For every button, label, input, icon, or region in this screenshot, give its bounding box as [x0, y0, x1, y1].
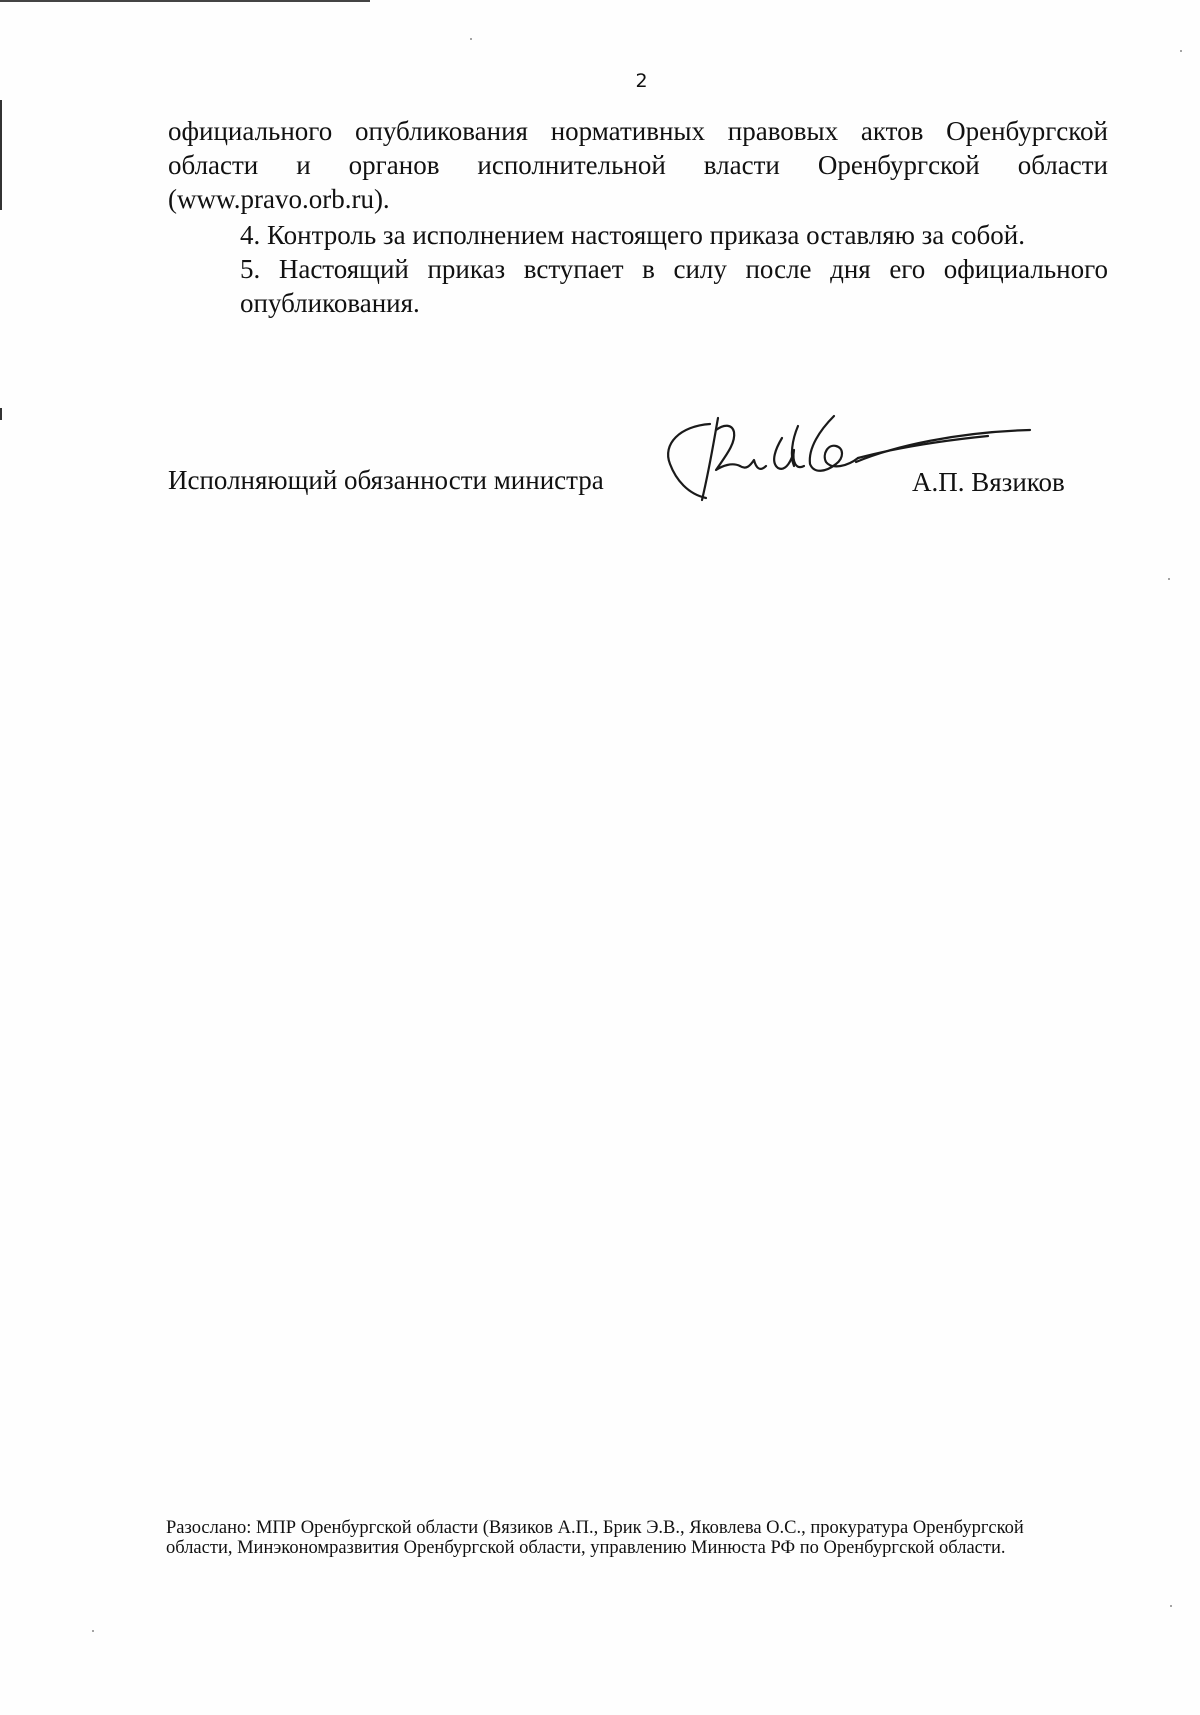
paragraph-item-4: 4. Контроль за исполнением настоящего приказа оставляю за собой. — [240, 220, 1025, 250]
signatory-position: Исполняющий обязанности министра — [168, 465, 604, 495]
scan-speck — [1170, 1605, 1172, 1607]
scan-margin-mark — [0, 100, 2, 210]
distribution-list — [166, 1518, 1116, 1558]
scan-speck — [1180, 50, 1182, 52]
scan-speck — [470, 38, 472, 40]
paragraph-publication — [168, 114, 1108, 216]
scan-margin-mark — [0, 408, 2, 420]
distribution-line: Разослано: МПР Оренбургской области (Вязиков А.П., Брик Э.В., Яковлева О.С., прокуратура Оренбургской — [166, 1518, 1024, 1538]
text-line: (www.pravo.orb.ru). — [168, 184, 390, 214]
scan-speck — [1168, 578, 1170, 580]
scan-edge-line — [0, 0, 370, 2]
text-line: области и органов исполнительной власти Оренбургской области — [168, 150, 1108, 180]
text-line: опубликования. — [240, 288, 420, 318]
distribution-line: области, Минэкономразвития Оренбургской области, управлению Минюста РФ по Оренбургской области. — [166, 1538, 1006, 1558]
signatory-name: А.П. Вязиков — [912, 467, 1065, 497]
page-number: 2 — [635, 70, 648, 92]
paragraph-item-5 — [240, 252, 1108, 320]
scan-speck — [92, 1630, 94, 1632]
text-line: 5. Настоящий приказ вступает в силу после дня его официального — [240, 254, 1108, 284]
text-line: официального опубликования нормативных правовых актов Оренбургской — [168, 116, 1108, 146]
